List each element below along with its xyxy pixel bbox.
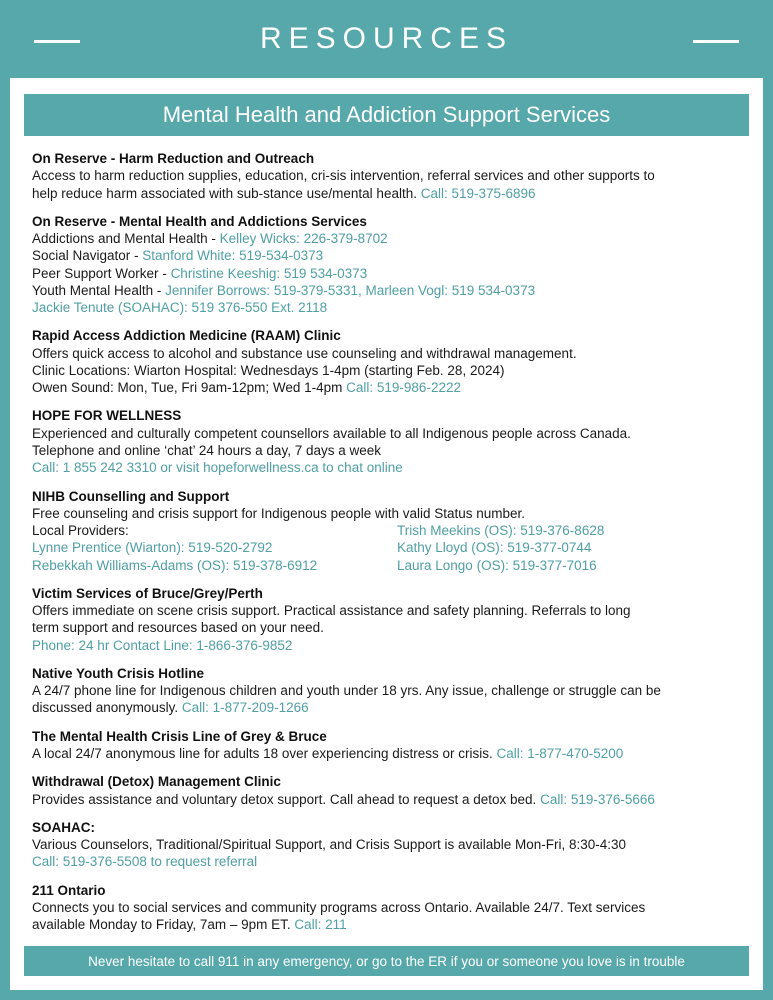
section-heading: On Reserve - Harm Reduction and Outreach — [32, 151, 315, 166]
contact-link[interactable]: Call: 211 — [294, 917, 347, 933]
section-body-line: Local Providers: — [32, 523, 129, 539]
section-soahac — [32, 819, 741, 871]
staff-label: Addictions and Mental Health - — [32, 231, 220, 247]
resources-content — [10, 136, 763, 933]
contact-link[interactable]: Call: 519-376-5508 to request referral — [32, 854, 258, 870]
section-hope-for-wellness — [32, 407, 741, 476]
section-title: Mental Health and Addiction Support Services — [162, 102, 611, 127]
page-header — [0, 0, 773, 78]
section-body-line: A 24/7 phone line for Indigenous children and youth under 18 yrs. Any issue, challenge or struggle can be — [32, 683, 661, 699]
section-native-youth-crisis-hotline — [32, 665, 741, 717]
section-body-line: term support and resources based on your need. — [32, 620, 324, 636]
section-body-line — [32, 745, 741, 762]
section-body-line — [32, 699, 741, 716]
emergency-footer-text: Never hesitate to call 911 in any emergency, or go to the ER if you or someone you love is in trouble — [88, 953, 685, 969]
page-title: RESOURCES — [259, 22, 514, 55]
contact-link[interactable]: Jennifer Borrows: 519-379-5331, Marleen Vogl: 519 534-0373 — [165, 282, 536, 298]
contact-link[interactable]: Call: 519-986-2222 — [346, 380, 461, 396]
header-rule-left-icon — [34, 40, 80, 43]
staff-label: Peer Support Worker - — [32, 265, 171, 281]
section-body-text: A local 24/7 anonymous line for adults 18 over experiencing distress or crisis. — [32, 745, 497, 761]
section-heading: 211 Ontario — [32, 882, 106, 898]
section-victim-services — [32, 585, 741, 654]
section-heading: On Reserve - Mental Health and Addictions Services — [32, 213, 367, 229]
contact-link[interactable]: Kelley Wicks: 226-379-8702 — [219, 231, 388, 247]
section-mental-health-addictions — [32, 213, 741, 317]
providers-column-left — [32, 522, 397, 574]
provider-contact[interactable]: Laura Longo (OS): 519-377-7016 — [397, 557, 597, 573]
provider-contact[interactable]: Kathy Lloyd (OS): 519-377-0744 — [397, 540, 592, 556]
contact-link[interactable]: Christine Keeshig: 519 534-0373 — [170, 265, 368, 281]
section-body-line: Access to harm reduction supplies, education, cri-sis intervention, referral services and other supports to — [32, 168, 655, 184]
section-body-text: Owen Sound: Mon, Tue, Fri 9am-12pm; Wed 1-4pm — [32, 380, 347, 396]
contact-link[interactable]: Jackie Tenute (SOAHAC): 519 376-550 Ext. 2118 — [32, 300, 328, 316]
section-body-line — [32, 791, 741, 808]
provider-contact[interactable]: Lynne Prentice (Wiarton): 519-520-2792 — [32, 540, 273, 556]
section-heading: Withdrawal (Detox) Management Clinic — [32, 774, 281, 790]
section-body-text: available Monday to Friday, 7am – 9pm ET. — [32, 917, 295, 933]
staff-label: Youth Mental Health - — [32, 282, 166, 298]
section-body-line: Free counseling and crisis support for Indigenous people with valid Status number. — [32, 505, 526, 521]
contact-link[interactable]: Call: 1-877-470-5200 — [496, 745, 624, 761]
section-body-text: discussed anonymously. — [32, 700, 182, 716]
contact-link[interactable]: Call: 519-376-5666 — [540, 791, 655, 807]
staff-line — [32, 230, 741, 247]
section-body-line: Experienced and culturally competent counsellors available to all Indigenous people across Canada. — [32, 425, 631, 441]
contact-link[interactable]: Call: 1-877-209-1266 — [181, 700, 309, 716]
staff-line — [32, 282, 741, 299]
section-heading: HOPE FOR WELLNESS — [32, 408, 182, 424]
section-body-text: help reduce harm associated with sub-stance use/mental health. — [32, 185, 421, 201]
section-body-line — [32, 379, 741, 396]
section-heading: SOAHAC: — [32, 819, 95, 835]
providers-columns — [32, 522, 741, 574]
contact-link[interactable]: Phone: 24 hr Contact Line: 1-866-376-9852 — [32, 637, 293, 653]
staff-line — [32, 265, 741, 282]
section-mental-health-crisis-line — [32, 728, 741, 763]
staff-line — [32, 247, 741, 264]
section-title-bar — [24, 94, 749, 136]
contact-link[interactable]: Stanford White: 519-534-0373 — [142, 248, 324, 264]
section-body-line: Telephone and online ‘chat’ 24 hours a day, 7 days a week — [32, 442, 381, 458]
section-body-line: Connects you to social services and community programs across Ontario. Available 24/7. Text services — [32, 899, 646, 915]
staff-label: Social Navigator - — [32, 248, 143, 264]
section-heading: Victim Services of Bruce/Grey/Perth — [32, 585, 263, 601]
section-body-line — [32, 916, 741, 933]
section-body-line: Offers immediate on scene crisis support. Practical assistance and safety planning. Referrals to long — [32, 603, 631, 619]
section-heading: The Mental Health Crisis Line of Grey & Bruce — [32, 728, 327, 744]
section-heading: Native Youth Crisis Hotline — [32, 665, 205, 681]
section-withdrawal-management-clinic — [32, 773, 741, 808]
emergency-footer — [24, 946, 749, 976]
section-body-line: Clinic Locations: Wiarton Hospital: Wednesdays 1-4pm (starting Feb. 28, 2024) — [32, 362, 505, 378]
section-body-text: Provides assistance and voluntary detox support. Call ahead to request a detox bed. — [32, 791, 541, 807]
section-raam-clinic — [32, 327, 741, 396]
providers-column-right — [397, 522, 741, 574]
section-body-line: Offers quick access to alcohol and substance use counseling and withdrawal management. — [32, 345, 577, 361]
section-body-line — [32, 185, 741, 202]
section-heading: Rapid Access Addiction Medicine (RAAM) Clinic — [32, 328, 341, 344]
section-211-ontario — [32, 882, 741, 934]
provider-contact[interactable]: Trish Meekins (OS): 519-376-8628 — [397, 523, 605, 539]
section-heading: NIHB Counselling and Support — [32, 488, 230, 504]
contact-link[interactable]: Call: 519-375-6896 — [420, 185, 536, 201]
section-nihb-counselling — [32, 488, 741, 574]
contact-link[interactable]: Call: 1 855 242 3310 or visit hopeforwellness.ca to chat online — [32, 460, 403, 476]
provider-contact[interactable]: Rebekkah Williams-Adams (OS): 519-378-6912 — [32, 557, 318, 573]
header-rule-right-icon — [693, 40, 739, 43]
section-body-line: Various Counselors, Traditional/Spiritual Support, and Crisis Support is available Mon-Fri, 8:30-4:30 — [32, 837, 627, 853]
section-harm-reduction — [32, 150, 741, 202]
